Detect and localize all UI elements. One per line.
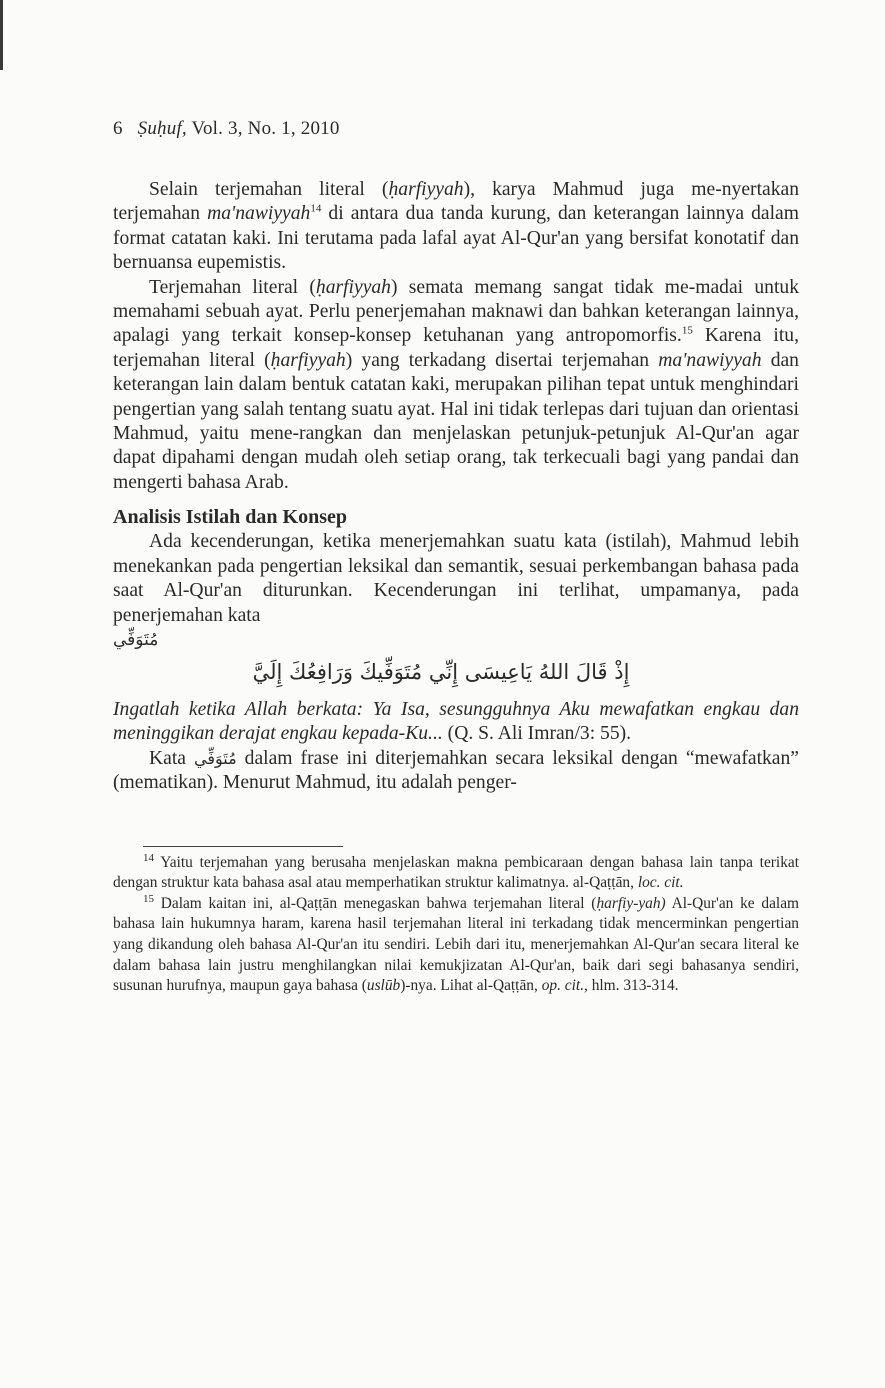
text: dan keterangan lain dalam bentuk catatan kaki, merupakan pilihan tepat untuk menghindari pengertian yang salah tentang suatu ayat. Hal ini tidak terlepas dari tujuan dan orientasi Mahmud, yaitu mene-rangkan dan menjelaskan petunjuk-petunjuk Al-Qur'an agar dapat dipahami dengan mudah oleh setiap orang, tak terkecuali bagi yang pandai dan mengerti bahasa Arab. [113, 349, 799, 493]
verse-translation [113, 698, 799, 747]
quran-verse: إِذْ قَالَ اللهُ يَاعِيسَى إِنِّي مُتَوَفِّيكَ وَرَافِعُكَ إِلَيَّ [252, 659, 630, 684]
arabic-term: مُتَوَفِّي [113, 629, 159, 650]
page-edge-mark [0, 0, 3, 70]
term: ma'nawiyyah [207, 203, 311, 225]
text: ) semata memang sangat tidak me-madai untuk memahami sebuah ayat. Perlu penerjemahan maknawi dan bahkan keterangan lainnya, apalagi yang terkait konsep-konsep ketuhanan yang antropomorfis. [113, 276, 799, 347]
running-header [113, 118, 799, 140]
footnote-ref-14[interactable]: 14 [310, 202, 322, 215]
footnote-text: )-nya. Lihat al-Qaṭṭān, [400, 977, 542, 995]
footnote-number: 14 [143, 851, 154, 864]
paragraph-4 [113, 747, 799, 796]
footnote-text: Dalam kaitan ini, al-Qaṭṭān menegaskan bahwa terjemahan literal ( [154, 894, 597, 912]
term: ḥarfiyyah [270, 349, 346, 371]
paragraph-1 [113, 178, 799, 276]
text: ), karya Mahmud juga me-nyertakan terjemahan [113, 179, 799, 225]
footnote-text: Al-Qur'an ke dalam bahasa lain hukumnya haram, karena hasil terjemahan literal ini terkadang tidak mencerminkan pengertian yang dikandung oleh bahasa Al-Qur'an itu sendiri. Lebih dari itu, menerjemahkan Al-Qur'an secara literal ke dalam bahasa lain justru menghilangkan nilai kemukjizatan Al-Qur'an, baik dari segi bahasanya sendiri, susunan hurufnya, maupun gaya bahasa ( [113, 894, 799, 995]
term: ma'nawiyyah [658, 349, 762, 371]
footnote-text: , hlm. 313-314. [584, 977, 679, 995]
text: dalam frase ini diterjemahkan secara leksikal dengan “mewafatkan” (mematikan). Menurut Mahmud, itu adalah penger- [113, 747, 799, 794]
text: Karena itu, terjemahan literal ( [113, 325, 799, 371]
section-heading: Analisis Istilah dan Konsep [113, 506, 347, 529]
paragraph-3: Ada kecenderungan, ketika menerjemahkan suatu kata (istilah), Mahmud lebih menekankan pada pengertian leksikal dan semantik, sesuai perkembangan bahasa pada saat Al-Qur'an diturunkan. Kecenderungan ini terlihat, umpamanya, pada penerjemahan kata [113, 531, 799, 626]
paragraph-2 [113, 276, 799, 496]
journal-name: Ṣuḥuf, [137, 118, 187, 139]
text: di antara dua tanda kurung, dan keterangan lainnya dalam format catatan kaki. Ini terutama pada lafal ayat Al-Qur'an yang bersifat konotatif dan bernuansa eupemistis. [113, 203, 799, 274]
footnote-14 [113, 853, 799, 894]
term: ḥarfiy-yah) [596, 894, 666, 912]
text: Selain terjemahan literal ( [149, 179, 389, 200]
text: ) yang terkadang disertai terjemahan [345, 349, 659, 371]
term: uslūb [366, 977, 401, 995]
verse-reference: (Q. S. Ali Imran/3: 55). [442, 723, 632, 745]
footnote-divider [143, 846, 343, 847]
citation: loc. cit. [637, 874, 684, 892]
text: Terjemahan literal ( [149, 276, 316, 298]
footnote-text: Yaitu terjemahan yang berusaha menjelaskan makna pembicaraan dengan bahasa lain tanpa terikat dengan struktur kata bahasa asal atau memperhatikan struktur kalimatnya. al-Qaṭṭān, [113, 853, 799, 892]
citation: op. cit. [541, 977, 585, 995]
arabic-inline: مُتَوَفِّي [194, 748, 237, 768]
footnote-15 [113, 894, 799, 997]
page-number: 6 [113, 118, 123, 139]
text: Kata [149, 747, 194, 769]
footnote-number: 15 [143, 892, 154, 905]
page-content [113, 118, 799, 997]
volume-info: Vol. 3, No. 1, 2010 [191, 118, 340, 139]
term: ḥarfiyyah [388, 179, 464, 200]
translation-text: Ingatlah ketika Allah berkata: Ya Isa, sesungguhnya Aku mewafatkan engkau dan meninggikan derajat engkau kepada-Ku... [113, 698, 799, 745]
footnote-ref-15[interactable]: 15 [681, 324, 693, 337]
term: ḥarfiyyah [315, 276, 391, 298]
